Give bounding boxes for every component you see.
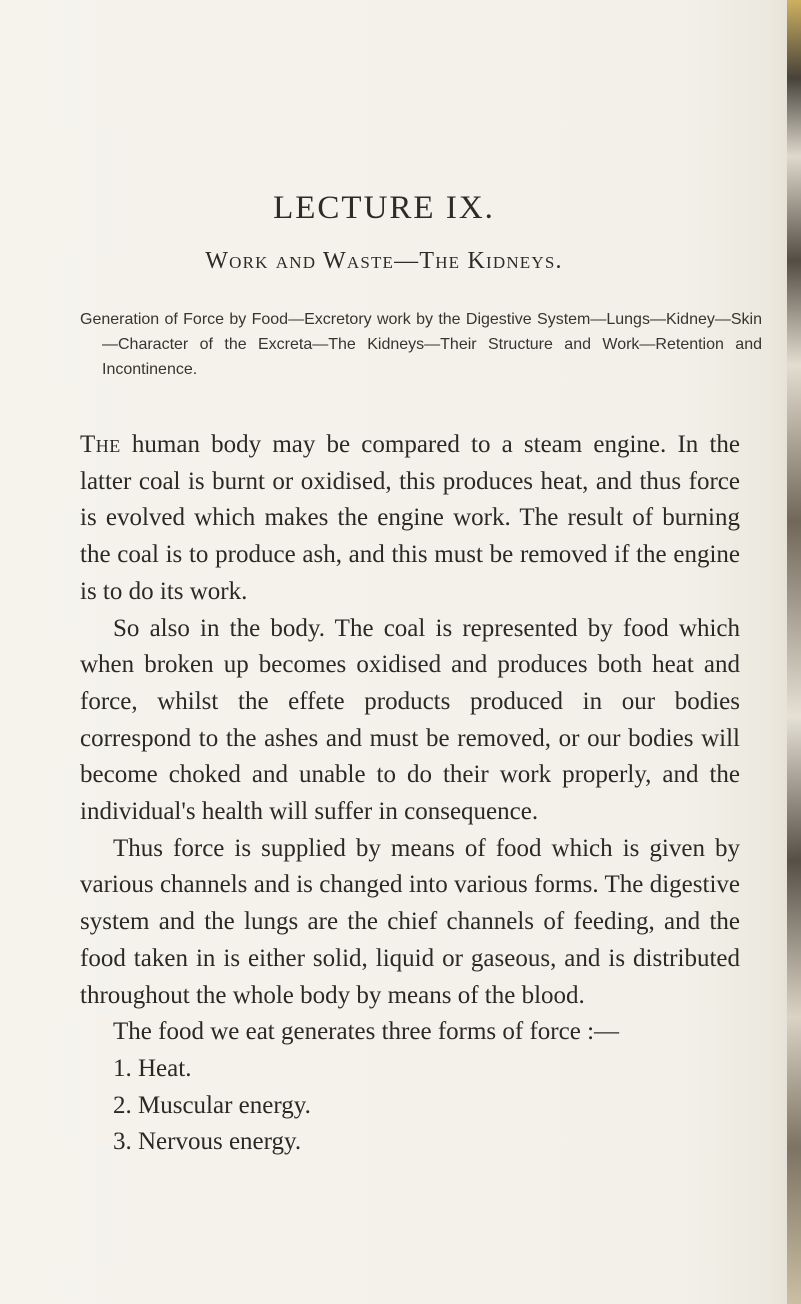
list-item: 3. Nervous energy. — [113, 1128, 302, 1156]
list-item: 2. Muscular energy. — [113, 1091, 311, 1119]
paragraph-lead: The — [80, 431, 121, 458]
list-item: 1. Heat. — [113, 1054, 192, 1082]
paragraph — [80, 427, 740, 611]
body-text — [80, 427, 740, 1161]
paragraph: So also in the body. The coal is represented by food which when broken up becomes oxidised and produces both heat and force, whilst the effete products produced in our bodies correspond to the ashes and must be removed, or our bodies will become choked and unable to do their work properly, and the individual's health will suffer in consequence. — [80, 614, 740, 826]
paragraph: Thus force is supplied by means of food which is given by various channels and is changed into various forms. The digestive system and the lungs are the chief channels of feeding, and the food taken in is either solid, liquid or gaseous, and is distributed throughout the whole body by means of the blood. — [80, 834, 740, 1009]
lecture-title: LECTURE IX. — [273, 190, 495, 226]
page-edge — [787, 0, 801, 1304]
paragraph: The food we eat generates three forms of force :— — [113, 1018, 620, 1046]
chapter-synopsis: Generation of Force by Food—Excretory work by the Digestive System—Lungs—Kidney—Skin—Character of the Excreta—The Kidneys—Their Structure and Work—Retention and Incontinence. — [80, 311, 762, 378]
chapter-heading: Work and Waste—The Kidneys. — [205, 248, 563, 274]
force-list — [80, 1051, 740, 1161]
paragraph-text: human body may be compared to a steam engine. In the latter coal is burnt or oxidised, this produces heat, and thus force is evolved which makes the engine work. The result of burning the coal is to produce ash, and this must be removed if the engine is to do its work. — [80, 431, 740, 605]
